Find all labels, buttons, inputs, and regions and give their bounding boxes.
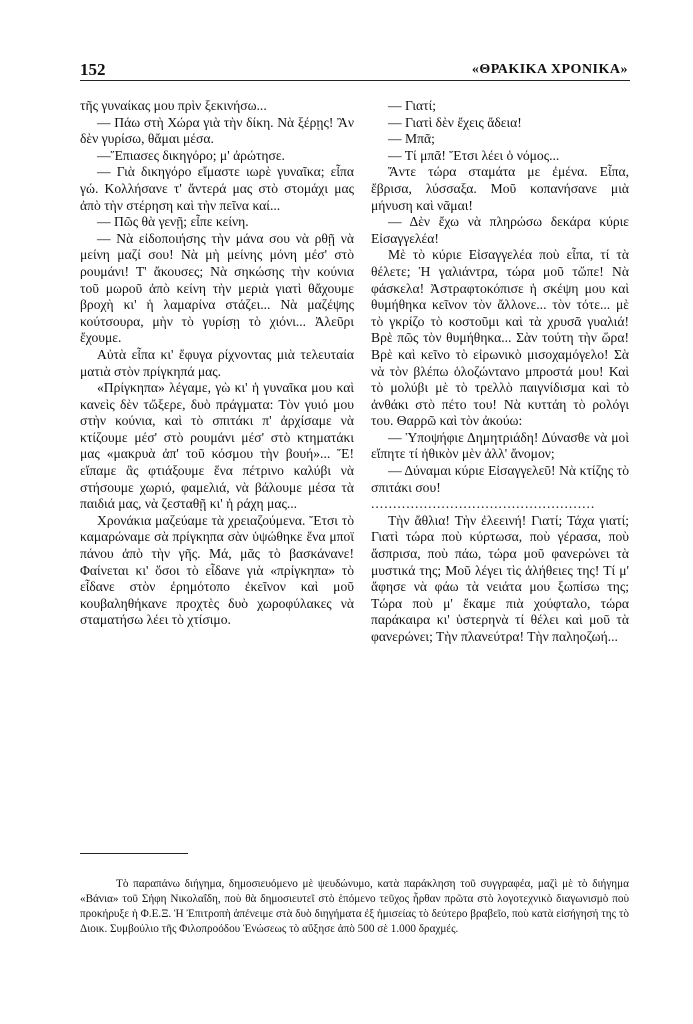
dialogue-line: — Γιατί; [388,98,437,113]
paragraph: Τὴν ἄθλια! Τὴν ἐλεεινή! Γιατί; Τάχα γιατί; Γιατὶ τώρα ποὺ κύρτωσα, ποὺ γέρασα, ποὺ ἄσπρισα, ποὺ πάω, τώρα μοῦ φανερώνει τὰ μυστικά της; Μοῦ λέγει τὶς ἀλήθειες της! Τί μ' ἄφησε νὰ φάω τὰ νειάτα μου ξωπίσω της; Τώρα ποὺ μ' ἔκαμε πιὰ χούφταλο, τώρα παράκαιρα κι' ὑστερηνὰ τί θέλει καὶ μοῦ τὰ φανερώνει; Τὴν πλανεύτρα! Τὴν παληοζωή... [371,512,629,644]
paragraph: Αὐτὰ εἶπα κι' ἔφυγα ρίχνοντας μιὰ τελευταία ματιὰ στὸν πρίγκηπά μας. [80,346,354,379]
footnote-rule [80,853,188,854]
dialogue-line: — Δὲν ἔχω νὰ πληρώσω δεκάρα κύριε Εἰσαγγελέα! [371,214,629,246]
paragraph: — Πάω στὴ Χώρα γιὰ τὴν δίκη. Νὰ ξέρῃς! Ἂν δὲν γυρίσω, θἄμαι μέσα. [80,114,354,147]
paragraph: Μὲ τὸ κύριε Εἰσαγγελέα ποὺ εἶπα, τί τὰ θέλετε; Ἡ γαλιάντρα, τώρα μοῦ τὤπε! Νὰ φάσκελα! Ἀστραφτοκόπισε ἡ σκέψη μου καὶ θυμήθηκα κεῖνον τὸν ἄλλονε... τὸν τότε... μὲ τὸ γκρίζο τὸ κοστοῦμι καὶ τὰ χρυσᾶ γυαλιά! Βρὲ πῶς τὸν θυμήθηκα... Σὰν τούτη τὴν ὥρα! Βρὲ καὶ κεῖνο τὸ εἰρωνικὸ μισοχαμόγελο! Σὰ νὰ τὸν βλέπω ὁλοζώντανο μπροστά μου! Καὶ τὸ μολύβι μὲ τὸ τρελλὸ παιγνίδισμα καὶ τὸ ἀνθάκι στὸ πέτο του! Νὰ κυττάη τὸ ρολόγι του. Θαρρῶ καὶ τὸν ἀκούω: [371,247,629,429]
paragraph: τῆς γυναίκας μου πρὶν ξεκινήσω... [80,98,267,113]
dialogue-line: — Τί μπᾶ! Ἔτσι λέει ὁ νόμος... [388,147,560,163]
paragraph: «Πρίγκηπα» λέγαμε, γὼ κι' ἡ γυναῖκα μου καὶ κανεὶς δὲν τὤξερε, δυὸ πράγματα: Τὸν γυιό μου στὴν κούνια, καὶ τὸ σπιτάκι π' ἀρχίσαμε νὰ κτίζουμε μέσ' στὸ ρουμάνι μέσ' στὸ κτηματάκι μας «μακρυὰ ἀπ' τοῦ κόσμου τὴν βουή»... Ἔ! εἴπαμε ἂς φτιάξουμε ἕνα πέτρινο καλύβι νὰ στήσουμε χωριό, φαμελιά, νὰ βάλουμε μέσα τὰ παιδιά μας, νὰ ζεσταθῇ κι' ἡ ράχη μας... [80,380,354,512]
paragraph: —Ἔπιασες δικηγόρο; μ' ἀρώτησε. [97,147,285,163]
dialogue-line: — Ὑποψήφιε Δημητριάδη! Δύνασθε νὰ μοὶ εἴπητε τί ἠθικὸν μὲν ἀλλ' ἄνομον; [371,429,629,462]
header-rule [80,80,630,81]
right-column [371,98,629,646]
left-column [80,98,354,629]
paragraph: — Νὰ εἰδοποιήσης τὴν μάνα σου νὰ ρθῇ νὰ μείνη μαζί σου! Νὰ μὴ μείνης μόνη μέσ' στὸ ρουμάνι! Τ' ἄκουσες; Νὰ σηκώσης τὴν κούνια τοῦ μωροῦ ἀπὸ κείνη τὴν μεριὰ γιατὶ θἄχουμε βροχὴ κι' ἡ λαμαρίνα στάζει... Νὰ μαζέψης κούτσουρα, μὴν τὸ γυρίσῃ τὸ χιόνι... Ἀλεῦρι ἔχουμε. [80,230,354,346]
paragraph: Ἄντε τώρα σταμάτα με ἐμένα. Εἶπα, ἔβρισα, λύσσαξα. Μοῦ κοπανήσανε μιὰ μήνυση καὶ νᾶμαι! [371,164,629,213]
dialogue-line: — Δύναμαι κύριε Εἰσαγγελεῦ! Νὰ κτίζης τὸ σπιτάκι σου! [371,463,629,495]
running-title: «ΘΡΑΚΙΚΑ ΧΡΟΝΙΚΑ» [471,62,628,77]
dialogue-line: — Μπᾶ; [388,131,435,147]
paragraph: — Πῶς θὰ γενῇ; εἶπε κείνη. [97,214,249,230]
page-header [80,60,628,82]
paragraph: — Γιὰ δικηγόρο εἴμαστε ιωρὲ γυναῖκα; εἶπα γώ. Κολλήσανε τ' ἄντερά μας στὸ στομάχι μας ἀπὸ τὴν στέρηση καὶ τὴν πεῖνα καί... [80,164,354,213]
footnote: Τὸ παραπάνω διήγημα, δημοσιευόμενο μὲ ψευδώνυμο, κατὰ παράκληση τοῦ συγγραφέα, μαζὶ μὲ τὸ διήγημα «Βάνια» τοῦ Σήφη Νικολαΐδη, ποὺ θὰ δημοσιευτεῖ στὸ ἑπόμενο τεῦχος ἦρθαν πρῶτα στὸ λογοτεχνικὸ διαγωνισμὸ ποὺ προκήρυξε ἡ Φ.Ε.Ξ. Ἡ Ἐπιτροπὴ ἀπένειμε στὰ δυὸ διηγήματα ἐξ ἡμισείας τὸ δεύτερο βραβεῖο, ποὺ κατὰ εἰσήγησή της τὸ Διοικ. Συμβούλιο τῆς Φιλοπροόδου Ἑνώσεως τὸ αὔξησε ἀπὸ 500 σὲ 1.000 δραχμές. [80,878,629,935]
section-break: ................................................... [371,496,596,512]
paragraph: Χρονάκια μαζεύαμε τὰ χρειαζούμενα. Ἔτσι τὸ καμαρώναμε σὰ πρίγκηπα σὰν ὑψώθηκε ἕνα μποϊ πάνου ἀπὸ τὴν γῆς. Μά, μᾶς τὸ βασκάνανε! Φαίνεται κι' ὅσοι τὸ εἶδανε γιὰ «πρίγκηπα» τὸ εἶδανε στὸν ἐρημότοπο ἐκεῖνον καὶ μοῦ κουβαληθήκανε προχτὲς δυὸ χωροφύλακες νὰ σταματήσω λέει τὸ χτίσιμο. [80,512,354,628]
dialogue-line: — Γιατὶ δὲν ἔχεις ἄδεια! [388,114,522,130]
page-number: 152 [80,60,106,79]
